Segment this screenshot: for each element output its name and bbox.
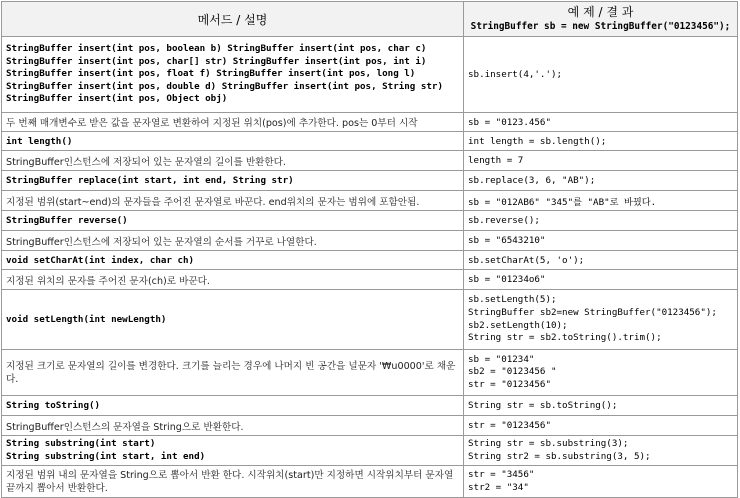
table-row (2, 251, 738, 270)
result-line: str2 = "34" (468, 481, 529, 493)
tostring-example: String str = sb.toString(); (464, 396, 738, 416)
result-line: str = "3456" (468, 468, 535, 480)
signature-line: StringBuffer insert(int pos, boolean b) StringBuffer insert(int pos, char c) (6, 43, 427, 55)
method-reference-table (1, 1, 738, 498)
reverse-signature: StringBuffer reverse() (2, 211, 464, 231)
signature-line: StringBuffer insert(int pos, double d) StringBuffer insert(int pos, String str) (6, 80, 443, 92)
table-row (2, 171, 738, 191)
substring-desc (2, 466, 464, 498)
example-line: String str = sb.substring(3); (468, 437, 629, 449)
replace-example: sb.replace(3, 6, "AB"); (464, 171, 738, 191)
insert-desc: 두 번째 매개변수로 받은 값을 문자열로 변환하여 지정된 위치(pos)에 추가한다. pos는 0부터 시작 (2, 113, 464, 132)
table-row (2, 290, 738, 350)
insert-result: sb = "0123.456" (464, 113, 738, 132)
setcharat-example: sb.setCharAt(5, 'o'); (464, 251, 738, 270)
table-row (2, 231, 738, 251)
header-example-label: 예 제 / 결 과 (567, 4, 634, 19)
substring-signatures (2, 436, 464, 466)
result-line: sb = "01234" (468, 353, 535, 365)
setlength-desc-text: 지정된 크기로 문자열의 길이를 변경한다. 크기를 늘리는 경우에 나머지 빈 공간을 널문자 '₩u0000'로 채운다. (6, 360, 456, 385)
table-row (2, 151, 738, 171)
setcharat-signature: void setCharAt(int index, char ch) (2, 251, 464, 270)
setlength-example (464, 290, 738, 350)
table-header-row (2, 2, 738, 37)
header-method-desc: 메서드 / 설명 (2, 2, 464, 37)
setcharat-desc: 지정된 위치의 문자를 주어진 문자(ch)로 바꾼다. (2, 270, 464, 290)
reverse-example: sb.reverse(); (464, 211, 738, 231)
substring-example (464, 436, 738, 466)
signature-line: String substring(int start) (6, 437, 156, 449)
substring-result (464, 466, 738, 498)
table-row (2, 416, 738, 436)
table-row (2, 211, 738, 231)
result-line: str = "0123456" (468, 378, 551, 390)
table-row (2, 270, 738, 290)
reverse-desc: StringBuffer인스턴스에 저장되어 있는 문자열의 순서를 거꾸로 나열한다. (2, 231, 464, 251)
reverse-result: sb = "6543210" (464, 231, 738, 251)
example-line: sb2.setLength(10); (468, 319, 568, 331)
result-line: sb2 = "0123456 " (468, 366, 557, 378)
table-row (2, 191, 738, 211)
insert-example: sb.insert(4,'.'); (464, 37, 738, 113)
table-row (2, 37, 738, 113)
setcharat-result: sb = "01234o6" (464, 270, 738, 290)
tostring-signature: String toString() (2, 396, 464, 416)
signature-line: StringBuffer insert(int pos, Object obj) (6, 93, 228, 105)
setlength-signature: void setLength(int newLength) (2, 290, 464, 350)
table-row (2, 350, 738, 396)
header-example-code: StringBuffer sb = new StringBuffer("0123456"); (470, 20, 731, 32)
substring-desc-text: 지정된 범위 내의 문자열을 String으로 뽑아서 반환 한다. 시작위치(start)만 지정하면 시작위치부터 문자열 끝까지 뽑아서 반환한다. (6, 469, 454, 494)
length-result: length = 7 (464, 151, 738, 171)
insert-signatures (2, 37, 464, 113)
signature-line: String substring(int start, int end) (6, 450, 206, 462)
header-example-result (464, 2, 738, 37)
replace-result: sb = "012AB6" "345"를 "AB"로 바꿨다. (464, 191, 738, 211)
table-row (2, 113, 738, 132)
signature-line: StringBuffer insert(int pos, char[] str) StringBuffer insert(int pos, int i) (6, 55, 427, 67)
example-line: sb.setLength(5); (468, 294, 557, 306)
tostring-result: str = "0123456" (464, 416, 738, 436)
length-signature: int length() (2, 132, 464, 151)
table-row (2, 436, 738, 466)
example-line: String str = sb2.toString().trim(); (468, 332, 662, 344)
replace-signature: StringBuffer replace(int start, int end, String str) (2, 171, 464, 191)
signature-line: StringBuffer insert(int pos, float f) StringBuffer insert(int pos, long l) (6, 68, 416, 80)
setlength-result (464, 350, 738, 396)
table-row (2, 466, 738, 498)
setlength-desc (2, 350, 464, 396)
length-desc: StringBuffer인스턴스에 저장되어 있는 문자열의 길이를 반환한다. (2, 151, 464, 171)
table-row (2, 132, 738, 151)
tostring-desc: StringBuffer인스턴스의 문자열을 String으로 반환한다. (2, 416, 464, 436)
table-row (2, 396, 738, 416)
example-line: String str2 = sb.substring(3, 5); (468, 450, 651, 462)
replace-desc: 지정된 범위(start~end)의 문자들을 주어진 문자열로 바꾼다. end위치의 문자는 범위에 포함안됨. (2, 191, 464, 211)
length-example: int length = sb.length(); (464, 132, 738, 151)
example-line: StringBuffer sb2=new StringBuffer("0123456"); (468, 306, 717, 318)
